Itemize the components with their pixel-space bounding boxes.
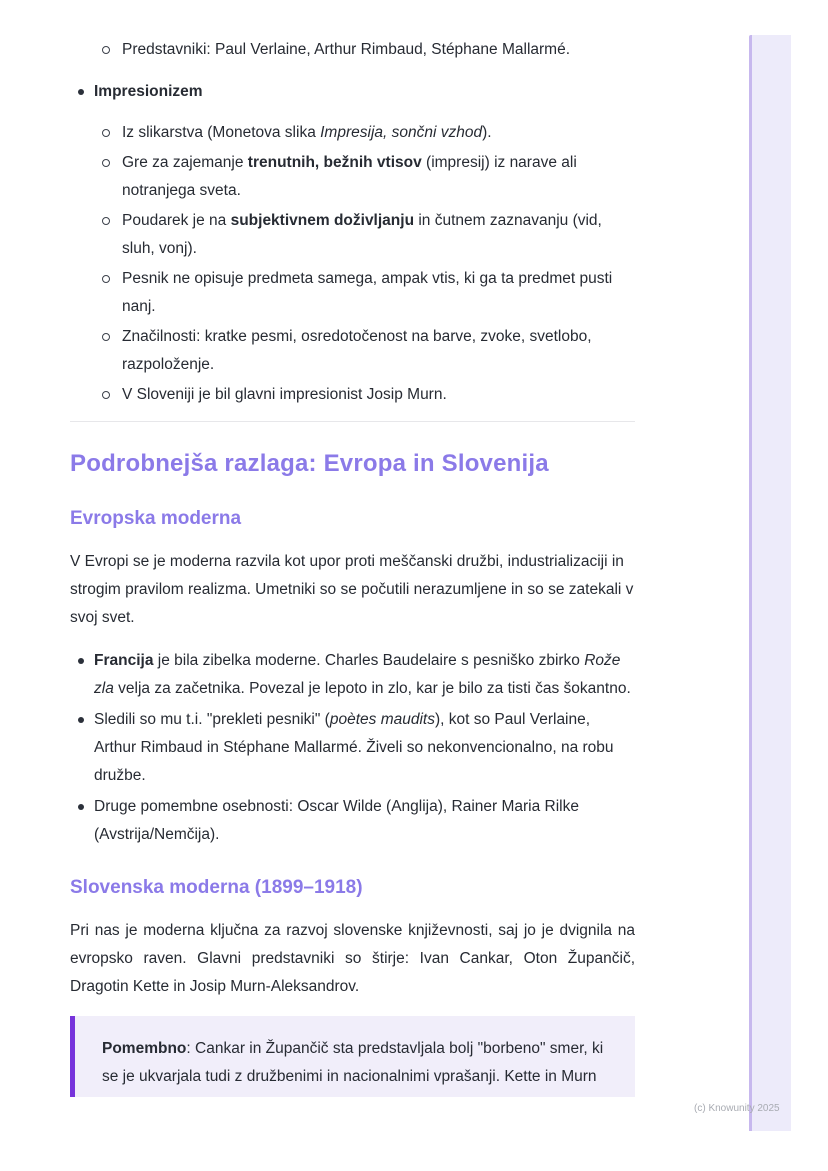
- disc-bullet-icon: [78, 804, 84, 810]
- disc-bullet-icon: [78, 717, 84, 723]
- list-item-text: Iz slikarstva (Monetova slika Impresija, sončni vzhod).: [122, 124, 492, 141]
- paragraph: V Evropi se je moderna razvila kot upor proti meščanski družbi, industrializaciji in strogim pravilom realizma. Umetniki so se počutili nerazumljene in so se zatekali v svoj svet.: [70, 553, 634, 626]
- list-item-text: Značilnosti: kratke pesmi, osredotočenost na barve, zvoke, svetlobo, razpoloženje.: [122, 328, 592, 373]
- list-item-text: Francija je bila zibelka moderne. Charles Baudelaire s pesniško zbirko Rože zla velja za začetnika. Povezal je lepoto in zlo, kar je bilo za tisti čas šokantno.: [94, 652, 631, 697]
- list-item-text: Sledili so mu t.i. "prekleti pesniki" (poètes maudits), kot so Paul Verlaine, Arthur Rimbaud in Stéphane Mallarmé. Živeli so nekonvencionalno, na robu družbe.: [94, 711, 614, 784]
- section-divider: [70, 421, 635, 422]
- list-item-text: Poudarek je na subjektivnem doživljanju in čutnem zaznavanju (vid, sluh, vonj).: [122, 212, 602, 257]
- list-item-text: Predstavniki: Paul Verlaine, Arthur Rimbaud, Stéphane Mallarmé.: [122, 41, 571, 58]
- list-item: [70, 207, 635, 263]
- watermark: (c) Knowunity 2025: [694, 1103, 780, 1114]
- list-item: [70, 119, 635, 147]
- list-item: [70, 793, 635, 849]
- bullet-list: [70, 647, 635, 849]
- list-item-text: Druge pomembne osebnosti: Oscar Wilde (Anglija), Rainer Maria Rilke (Avstrija/Nemčija).: [94, 798, 579, 843]
- list-item: [70, 381, 635, 409]
- circle-bullet-icon: [102, 333, 110, 341]
- circle-bullet-icon: [102, 275, 110, 283]
- subsection-heading-slovenska: Slovenska moderna (1899–1918): [70, 877, 363, 898]
- list-item: [70, 647, 635, 703]
- list-item: [70, 36, 635, 64]
- list-item-text: V Sloveniji je bil glavni impresionist Josip Murn.: [122, 386, 447, 403]
- paragraph: Pri nas je moderna ključna za razvoj slovenske književnosti, saj jo je dvignila na evropsko raven. Glavni predstavniki so štirje: Ivan Cankar, Oton Župančič, Dragotin Kette in Josip Murn-Aleksandrov.: [70, 922, 635, 995]
- disc-bullet-icon: [78, 89, 84, 95]
- list-item: [70, 323, 635, 379]
- circle-bullet-icon: [102, 217, 110, 225]
- list-item: [70, 706, 635, 790]
- list-item-text: Gre za zajemanje trenutnih, bežnih vtisov (impresij) iz narave ali notranjega sveta.: [122, 154, 577, 199]
- next-page-preview[interactable]: [749, 35, 791, 1131]
- disc-bullet-icon: [78, 658, 84, 664]
- circle-bullet-icon: [102, 391, 110, 399]
- list-item: [70, 149, 635, 205]
- section-heading: Podrobnejša razlaga: Evropa in Slovenija: [70, 450, 549, 477]
- list-item-text: Pesnik ne opisuje predmeta samega, ampak vtis, ki ga ta predmet pusti nanj.: [122, 270, 613, 315]
- callout-text: Pomembno: Cankar in Župančič sta predstavljala bolj "borbeno" smer, ki se je ukvarjala tudi z družbenimi in nacionalnimi vprašanji. Kette in Murn: [102, 1040, 604, 1085]
- circle-bullet-icon: [102, 159, 110, 167]
- list-item: [70, 78, 635, 106]
- circle-bullet-icon: [102, 129, 110, 137]
- list-item-text: Impresionizem: [94, 83, 203, 100]
- circle-bullet-icon: [102, 46, 110, 54]
- list-item: [70, 265, 635, 321]
- important-callout: [70, 1016, 635, 1097]
- subsection-heading-evropska: Evropska moderna: [70, 508, 242, 529]
- document-content: [70, 36, 635, 1097]
